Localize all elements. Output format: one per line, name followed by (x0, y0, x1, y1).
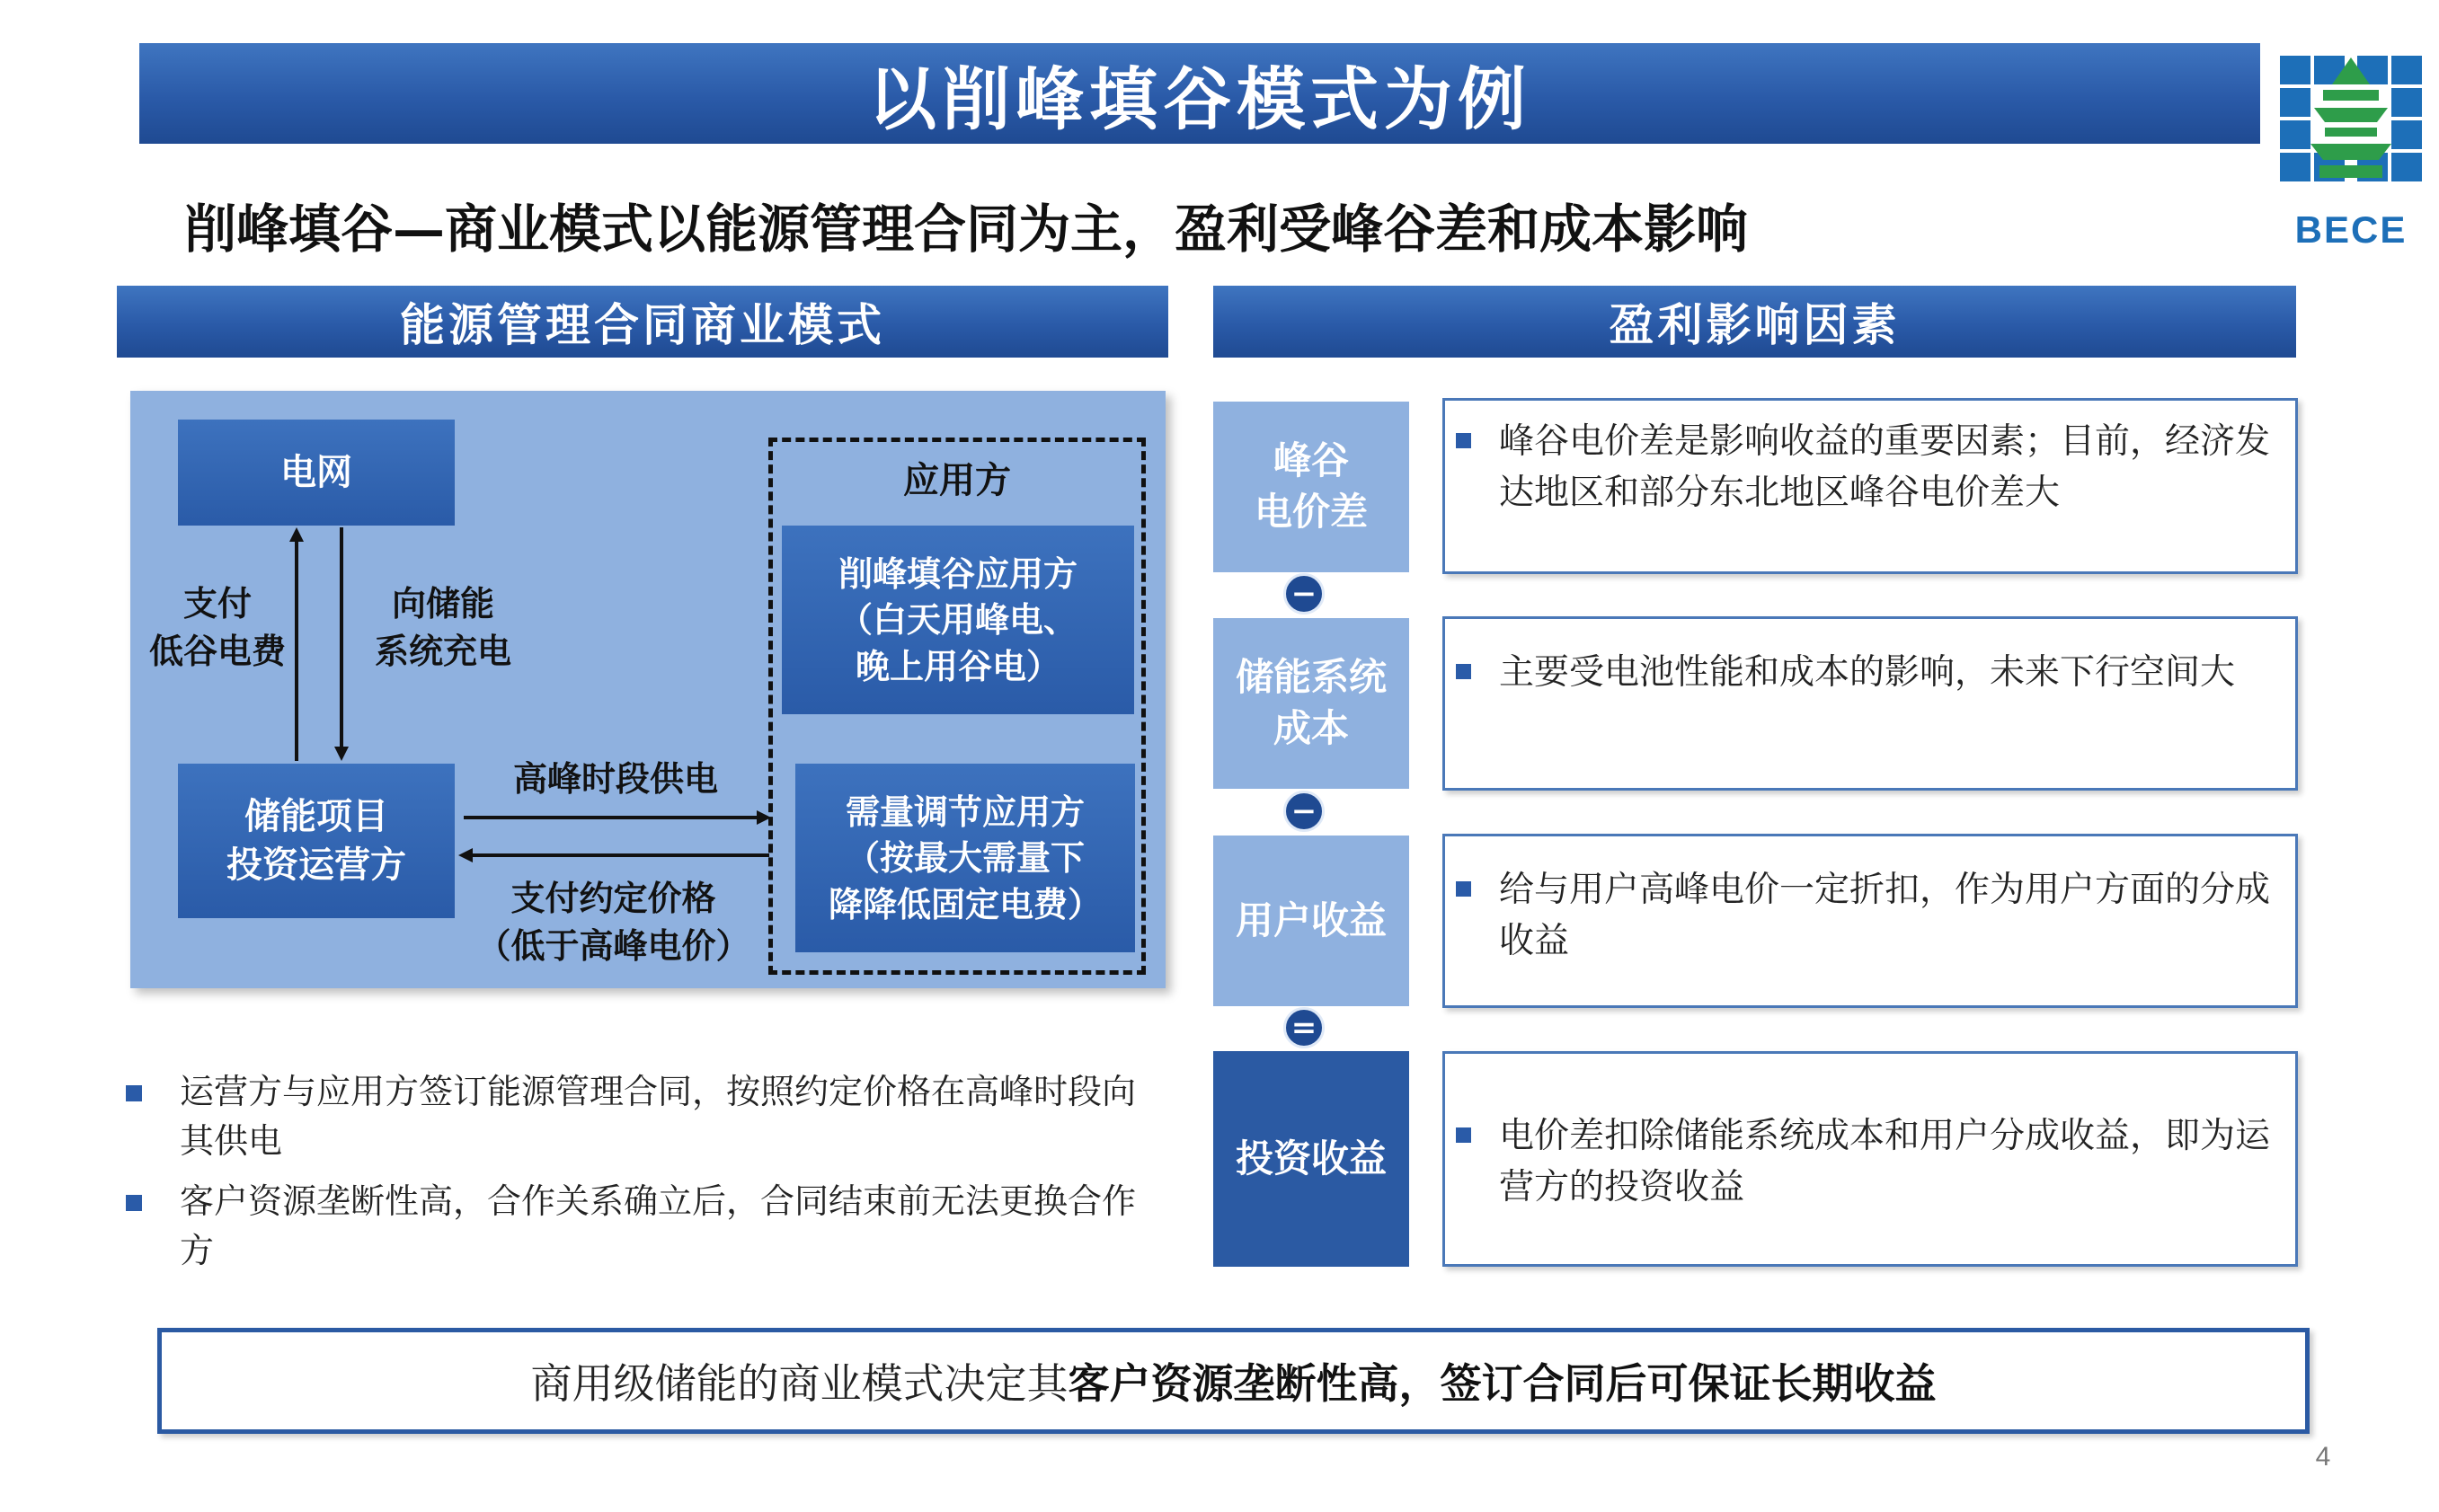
equals-operator-icon: = (1283, 1007, 1325, 1048)
pay-agreed-line2: （低于高峰电价） (476, 925, 750, 967)
factor-text: 电价差扣除储能系统成本和用户分成收益，即为运营方的投资收益 (1499, 1116, 2271, 1207)
factor-text: 峰谷电价差是影响收益的重要因素；目前，经济发达地区和部分东北地区峰谷电价差大 (1499, 421, 2271, 513)
slide-title: 以削峰填谷模式为例 (139, 43, 2260, 144)
factor-label-line1: 投资收益 (1235, 1136, 1387, 1180)
app2-line2: （按最大需量下 (845, 837, 1085, 879)
charge-line2: 系统充电 (374, 631, 511, 672)
pay-agreed-line1: 支付约定价格 (510, 878, 716, 918)
left-bullet-list (126, 1067, 1159, 1287)
app1-line1: 削峰填谷应用方 (838, 553, 1078, 595)
slide-subtitle: 削峰填谷—商业模式以能源管理合同为主，盈利受峰谷差和成本影响 (184, 199, 1749, 260)
bullet-square-icon (126, 1085, 142, 1101)
factor-label-line1: 储能系统 (1235, 655, 1387, 700)
factor-text: 主要受电池性能和成本的影响，未来下行空间大 (1499, 652, 2236, 693)
factor-label-line1: 用户收益 (1235, 897, 1387, 942)
list-item (126, 1177, 1159, 1276)
factor-label-line2: 电价差 (1254, 490, 1368, 534)
app2-line3: 降降低固定电费） (828, 883, 1102, 924)
factor-label-system-cost (1213, 618, 1409, 789)
app1-line3: 晚上用谷电） (855, 645, 1060, 686)
grid-label: 电网 (280, 451, 352, 493)
temple-logo-icon (2278, 54, 2424, 207)
left-section-header: 能源管理合同商业模式 (117, 286, 1168, 358)
peak-supply-label: 高峰时段供电 (512, 758, 718, 799)
bullet-square-icon (126, 1195, 142, 1211)
conclusion-bold-text: 客户资源垄断性高，签订合同后可保证长期收益 (1068, 1359, 1937, 1408)
pay-agreed-label (458, 874, 768, 969)
pay-low-line1: 支付 (182, 583, 252, 623)
charge-line1: 向储能 (391, 583, 494, 623)
factor-box-investment-return (1442, 1051, 2298, 1267)
application-title: 应用方 (903, 459, 1011, 501)
app2-line1: 需量调节应用方 (845, 791, 1085, 833)
factor-text: 给与用户高峰电价一定折扣，作为用户方面的分成收益 (1499, 870, 2271, 961)
bullet-text: 客户资源垄断性高，合作关系确立后，合同结束前无法更换合作方 (180, 1181, 1137, 1271)
factor-label-user-revenue (1213, 836, 1409, 1006)
storage-line2: 投资运营方 (226, 844, 406, 886)
minus-operator-icon: − (1283, 573, 1325, 615)
page-number: 4 (2315, 1442, 2331, 1472)
storage-line1: 储能项目 (244, 795, 388, 837)
factor-label-line2: 成本 (1273, 706, 1349, 750)
pay-low-line2: 低谷电费 (148, 631, 286, 672)
bullet-square-icon (1456, 881, 1471, 897)
arrow-left-head (458, 848, 473, 862)
storage-operator-box (178, 764, 455, 918)
logo-text: BECE (2294, 208, 2408, 251)
bullet-square-icon (1456, 1127, 1471, 1143)
minus-operator-icon: − (1283, 791, 1325, 832)
pay-low-label (137, 579, 298, 675)
factor-box-user-revenue (1442, 834, 2298, 1008)
arrow-up-head (289, 527, 304, 542)
demand-control-app-box (795, 764, 1135, 952)
arrow-down-head (334, 747, 349, 761)
grid-box (178, 420, 455, 526)
factor-label-price-spread (1213, 402, 1409, 572)
factor-box-system-cost (1442, 616, 2298, 791)
factor-label-investment-return (1213, 1051, 1409, 1267)
app1-line2: （白天用峰电、 (838, 599, 1078, 641)
list-item (126, 1067, 1159, 1166)
bullet-square-icon (1456, 433, 1471, 448)
factor-box-price-spread (1442, 398, 2298, 574)
conclusion-normal-text: 商用级储能的商业模式决定其 (530, 1359, 1069, 1408)
bullet-text: 运营方与应用方签订能源管理合同，按照约定价格在高峰时段向其供电 (180, 1072, 1137, 1162)
right-section-header: 盈利影响因素 (1213, 286, 2296, 358)
storage-app-arrows (455, 800, 774, 871)
charge-label (358, 579, 528, 675)
factor-label-line1: 峰谷 (1273, 438, 1349, 483)
peak-shaving-app-box (782, 526, 1134, 714)
bullet-square-icon (1456, 664, 1471, 679)
bece-logo (2278, 54, 2424, 253)
conclusion-box (157, 1328, 2310, 1434)
